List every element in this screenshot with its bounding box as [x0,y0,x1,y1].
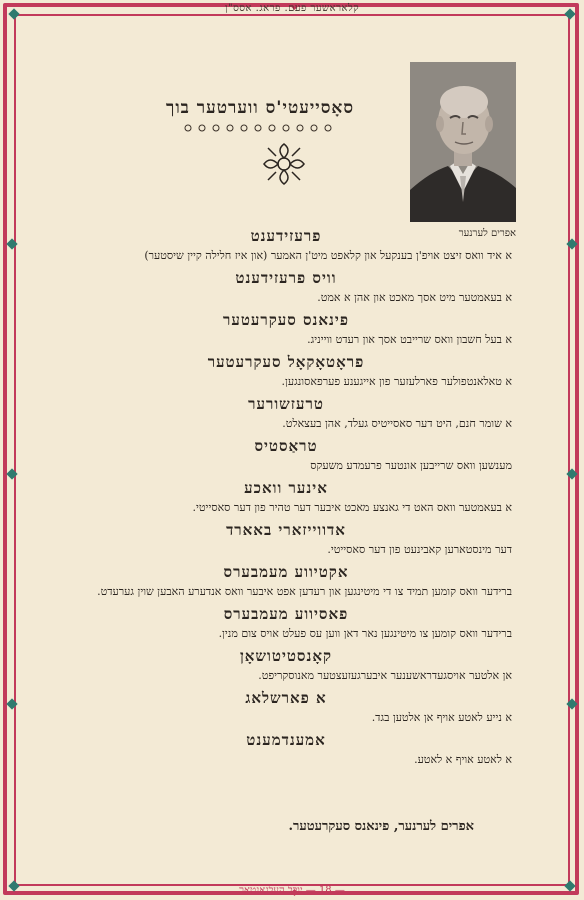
footer-strip: — 18 — יובל העלגאנטאר [239,885,345,896]
page-title: סאָסייעטי'ס ווערטער בוך [165,98,355,118]
term-definition: דער מינסטארען קאבינעט פון דער סאסייטי. [327,543,512,556]
term-heading: פראָטאָקאָל סעקרעטער [207,353,365,371]
term-heading: טראַסטיס [254,437,318,455]
portrait-image [410,62,516,222]
term-definition: ברידער וואס קומען תמיד צו די מיטינגען און רעדען אפט איבער וואס אנדערע האבען שוין גערעדט. [97,585,512,598]
term-definition: א בעאמטער וואס האט די גאנצע מאכט איבער דער טהיר פון דער סאסייטי. [192,501,512,514]
list-item [60,310,512,348]
term-heading: אמענדמענט [246,731,326,749]
list-item [60,352,512,390]
term-definition: אן אלטער אויסגעדראשענער איבערגעזעצטער מאנוסקריפט. [258,669,512,682]
term-definition: מענשען וואס שרייבען אונטער פרעמדע משעקס [310,459,512,472]
list-item [60,646,512,684]
term-definition: ברידער וואס קומען צו מיטינגען נאר דאן ווען עס פעלט אויס צום מנין. [218,627,512,640]
term-definition: א נייע לאטע אויף אן אלטען בגד. [371,711,512,724]
term-heading: וויס פרעזידענט [235,269,337,287]
term-definition: א בעל חשבון וואס שרייבט אסך און רעדט ווייניג. [307,333,512,346]
term-heading: אינער וואכע [244,479,328,497]
term-heading: קאָנסטיטושאָן [239,647,333,665]
list-item [60,520,512,558]
photo-caption: אפרים לערנער [458,228,516,239]
term-heading: טרעזשורער [248,395,324,413]
term-heading: א פארשלאג [245,689,327,707]
list-item [60,604,512,642]
list-item [60,268,512,306]
definitions-list [60,226,512,772]
decorative-rule [180,124,340,132]
list-item [60,730,512,768]
term-heading: פאסיווע מעמבערס [223,605,349,623]
term-definition: א איד וואס זיצט אויפ'ן בענקעל און קלאפט מיט'ן האמער (און איז חלילה קיין שיסטער) [144,249,512,262]
header-strip: קלאראשער פעם. פראג. אסס"ן [224,3,360,14]
list-item [60,394,512,432]
portrait-photo [410,62,516,222]
term-heading: אדווייזארי באארד [226,521,346,539]
list-item [60,226,512,264]
term-definition: א בעאמטער מיט אסך מאכט און אהן א אמט. [317,291,512,304]
list-item [60,562,512,600]
term-definition: א שומר חנם, היט דער סאסייטיס געלד, אהן בעצאלט. [282,417,512,430]
term-heading: פינאנס סעקרעטער [222,311,350,329]
term-heading: פרעזידענט [250,227,322,245]
term-definition: א לאטע אויף א לאטע. [414,753,512,766]
list-item [60,436,512,474]
term-heading: אקטיווע מעמבערס [223,563,349,581]
list-item [60,688,512,726]
lodge-emblem-icon [260,140,308,188]
signature-line: אפרים לערנער, פינאנס סעקרעטער. [288,819,474,834]
list-item [60,478,512,516]
term-definition: א טאלאנטפולער פארלעזער פון אייגענע פערפאסונגען. [281,375,512,388]
